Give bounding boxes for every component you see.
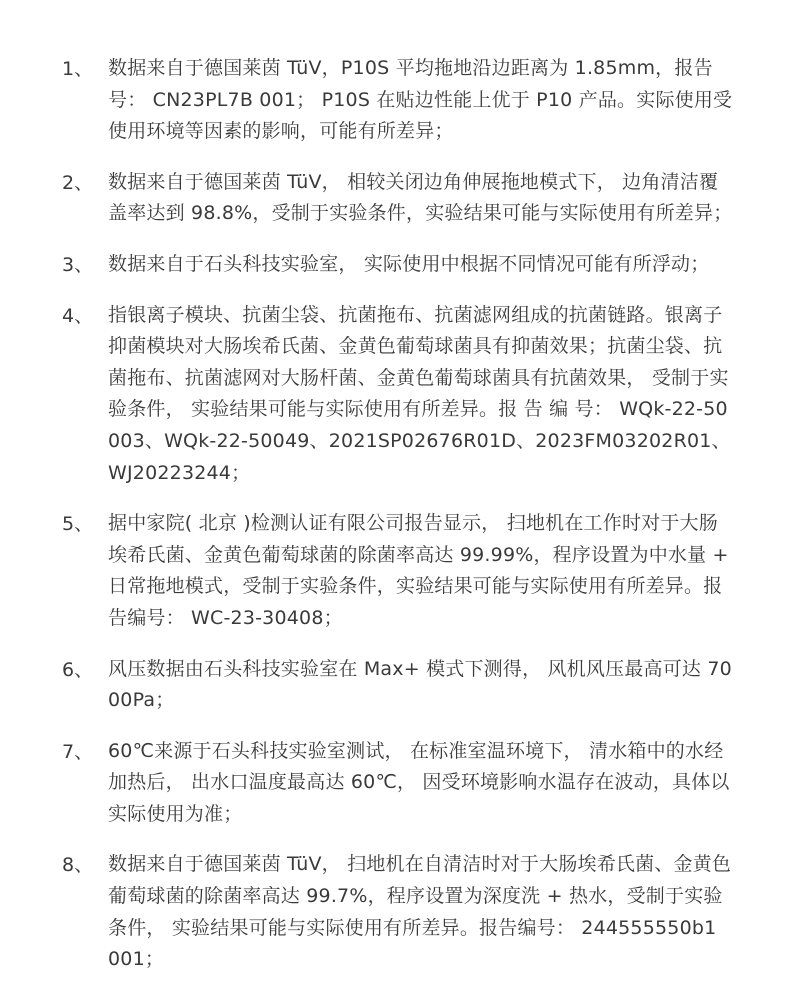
footnote-number: 6、 [62, 658, 94, 681]
footnote-number: 3、 [62, 253, 94, 276]
footnote-number: 1、 [62, 58, 94, 80]
footnote-item [0, 167, 801, 230]
footnote-text: 60℃来源于石头科技实验室测试， 在标准室温环境下， 清水箱中的水经加热后， 出水口温度最高达 60℃， 因受环境影响水温存在波动，具体以实际使用为准； [108, 739, 730, 825]
footnote-text: 数据来自于德国莱茵 TüV， 扫地机在自清洁时对于大肠埃希氏菌、金黄色葡萄球菌的除菌率高达 99.7%，程序设置为深度洗 + 热水，受制于实验条件， 实验结果可能与实际使用有所差异。报告编号： 244555550b1 001； [108, 853, 732, 971]
footnote-item [0, 300, 801, 490]
footnote-item [0, 736, 801, 831]
footnote-number: 7、 [62, 740, 94, 763]
footnote-number: 8、 [62, 854, 94, 877]
footnote-list [0, 34, 801, 995]
footnote-item [0, 508, 801, 634]
footnote-item [0, 654, 801, 717]
footnote-text: 数据来自于德国莱茵 TüV，P10S 平均拖地沿边距离为 1.85mm，报告号： CN23PL7B 001； P10S 在贴边性能上优于 P10 产品。实际使用受使用环境等因素的影响，可能有所差异； [108, 57, 733, 143]
footnote-item [0, 53, 801, 148]
footnote-number: 4、 [62, 304, 94, 327]
footnote-text: 风压数据由石头科技实验室在 Max+ 模式下测得， 风机风压最高可达 7000Pa； [108, 657, 732, 712]
footnote-number: 5、 [62, 513, 94, 536]
footnote-item [0, 849, 801, 975]
footnote-item [0, 249, 801, 281]
footnote-text: 数据来自于石头科技实验室， 实际使用中根据不同情况可能有所浮动； [108, 252, 710, 275]
footnote-text: 指银离子模块、抗菌尘袋、抗菌拖布、抗菌滤网组成的抗菌链路。银离子抑菌模块对大肠埃希氏菌、金黄色葡萄球菌具有抑菌效果；抗菌尘袋、抗菌拖布、抗菌滤网对大肠杆菌、金黄色葡萄球菌具有抗菌效果， 受制于实验条件， 实验结果可能与实际使用有所差异。报 告 编 号： WQk-22-50003、WQk-22-50049、2021SP02676R01D、2023FM03202R01、WJ20223244； [108, 303, 731, 484]
footnote-text: 数据来自于德国莱茵 TüV， 相较关闭边角伸展拖地模式下， 边角清洁覆盖率达到 98.8%，受制于实验条件，实验结果可能与实际使用有所差异； [108, 170, 733, 225]
footnote-text: 据中家院( 北京 )检测认证有限公司报告显示， 扫地机在工作时对于大肠埃希氏菌、金黄色葡萄球菌的除菌率高达 99.99%，程序设置为中水量 + 日常拖地模式，受制于实验条件，实验结果可能与实际使用有所差异。报告编号： WC-23-30408； [108, 512, 729, 629]
footnote-number: 2、 [62, 171, 94, 194]
